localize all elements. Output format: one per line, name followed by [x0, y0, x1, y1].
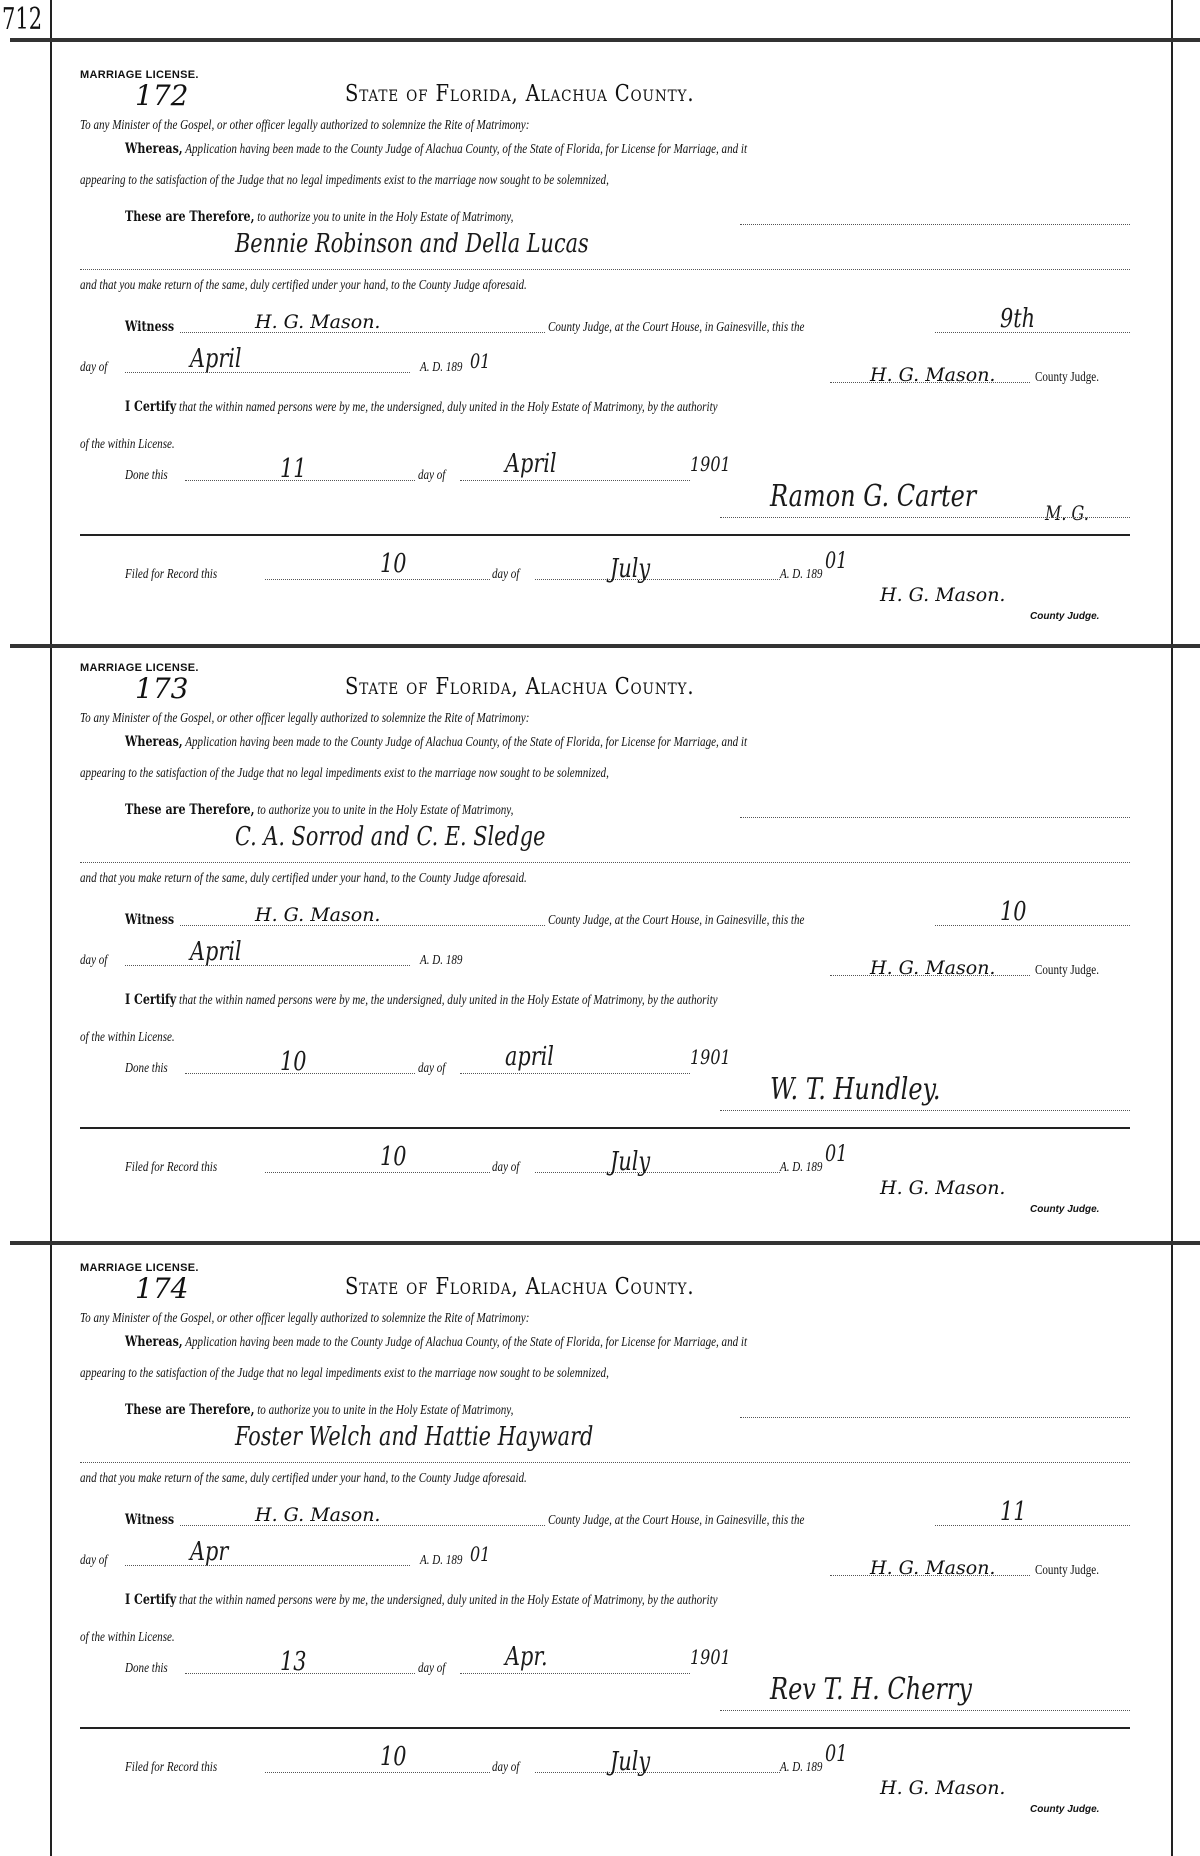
judge-signature: H. G. Mason. [870, 957, 996, 979]
witness-judge-name: H. G. Mason. [255, 904, 381, 926]
filed-day: 10 [380, 1742, 407, 1772]
dotted-fill-line [535, 1172, 780, 1173]
license-title: State of Florida, Alachua County. [345, 674, 695, 700]
done-month: Apr. [505, 1642, 548, 1672]
issue-month: Apr [190, 1537, 229, 1567]
issue-year: 01 [470, 1542, 491, 1566]
certify-heading: I Certify [125, 992, 177, 1008]
dotted-fill-line [535, 1772, 780, 1773]
certify-paragraph [125, 1592, 718, 1608]
done-day-of-label: day of [418, 1060, 446, 1075]
appearing-text: appearing to the satisfaction of the Judge that no legal impediments exist to the marriage now sought to be solemnized, [80, 172, 609, 187]
license-number: 174 [135, 1272, 189, 1305]
filed-judge-signature: H. G. Mason. [880, 1177, 1006, 1199]
whereas-heading: Whereas, [125, 734, 183, 750]
day-of-label: day of [80, 1552, 108, 1567]
filed-month: July [610, 1747, 651, 1777]
therefore-paragraph [125, 209, 513, 225]
dotted-fill-line [740, 1417, 1130, 1418]
return-text: and that you make return of the same, duly certified under your hand, to the County Judge aforesaid. [80, 277, 527, 292]
done-month: April [505, 449, 557, 479]
done-day-of-label: day of [418, 1660, 446, 1675]
couple-names: Bennie Robinson and Della Lucas [235, 229, 589, 259]
certify-paragraph [125, 399, 718, 415]
ad-year-label: A. D. 189 [420, 359, 463, 374]
dotted-fill-line [80, 862, 1130, 863]
filed-label: Filed for Record this [125, 566, 218, 581]
therefore-text: to authorize you to unite in the Holy Estate of Matrimony, [254, 1402, 514, 1417]
page-number: 712 [2, 2, 43, 37]
certify-text: that the within named persons were by me, the undersigned, duly united in the Holy Estate of Matrimony, by the authority [176, 399, 718, 414]
witness-label: Witness [125, 319, 175, 335]
dotted-fill-line [125, 1565, 410, 1566]
filed-label: Filed for Record this [125, 1159, 218, 1174]
issue-day: 10 [1000, 897, 1027, 927]
county-judge-label: County Judge. [1035, 369, 1099, 384]
officiant-title: M. G. [1045, 501, 1089, 525]
dotted-fill-line [740, 224, 1130, 225]
certify-text: that the within named persons were by me, the undersigned, duly united in the Holy Estate of Matrimony, by the authority [176, 992, 718, 1007]
issue-year: 01 [470, 349, 491, 373]
filed-label: Filed for Record this [125, 1759, 218, 1774]
couple-names: Foster Welch and Hattie Hayward [235, 1422, 594, 1452]
to-any-minister-text: To any Minister of the Gospel, or other officer legally authorized to solemnize the Rite of Matrimony: [80, 117, 530, 132]
therefore-paragraph [125, 802, 513, 818]
dotted-fill-line [265, 579, 490, 580]
return-text: and that you make return of the same, duly certified under your hand, to the County Judge aforesaid. [80, 1470, 527, 1485]
court-house-text: County Judge, at the Court House, in Gainesville, this the [548, 912, 805, 927]
license-label: MARRIAGE LICENSE. [80, 662, 199, 674]
dotted-fill-line [935, 1525, 1130, 1526]
whereas-text: Application having been made to the County Judge of Alachua County, of the State of Florida, for License for Marriage, and it [182, 141, 748, 156]
dotted-fill-line [740, 817, 1130, 818]
done-month: april [505, 1042, 554, 1072]
to-any-minister-text: To any Minister of the Gospel, or other officer legally authorized to solemnize the Rite of Matrimony: [80, 710, 530, 725]
therefore-heading: These are Therefore, [125, 209, 255, 225]
issue-day: 9th [1000, 304, 1035, 334]
county-judge-label: County Judge. [1035, 962, 1099, 977]
court-house-text: County Judge, at the Court House, in Gainesville, this the [548, 319, 805, 334]
done-year: 1901 [690, 1045, 731, 1069]
filed-rule [80, 1127, 1130, 1129]
issue-month: April [190, 344, 242, 374]
whereas-heading: Whereas, [125, 141, 183, 157]
dotted-fill-line [720, 517, 1130, 518]
marriage-license [0, 1262, 1200, 1852]
done-this-label: Done this [125, 1060, 168, 1075]
top-rule [10, 38, 1200, 42]
dotted-fill-line [265, 1772, 490, 1773]
license-title: State of Florida, Alachua County. [345, 1274, 695, 1300]
dotted-fill-line [720, 1110, 1130, 1111]
license-number: 173 [135, 672, 189, 705]
witness-judge-name: H. G. Mason. [255, 1504, 381, 1526]
dotted-fill-line [720, 1710, 1130, 1711]
therefore-heading: These are Therefore, [125, 802, 255, 818]
dotted-fill-line [265, 1172, 490, 1173]
within-license-text: of the within License. [80, 1629, 175, 1644]
done-year: 1901 [690, 452, 731, 476]
filed-judge-signature: H. G. Mason. [880, 1777, 1006, 1799]
therefore-heading: These are Therefore, [125, 1402, 255, 1418]
filed-ad-label: A. D. 189 [780, 1759, 823, 1774]
filed-ad-label: A. D. 189 [780, 566, 823, 581]
certify-heading: I Certify [125, 399, 177, 415]
within-license-text: of the within License. [80, 436, 175, 451]
whereas-paragraph [125, 1334, 747, 1350]
day-of-label: day of [80, 359, 108, 374]
marriage-license [0, 69, 1200, 659]
witness-label: Witness [125, 912, 175, 928]
filed-day: 10 [380, 549, 407, 579]
filed-month: July [610, 554, 651, 584]
whereas-paragraph [125, 141, 747, 157]
done-this-label: Done this [125, 1660, 168, 1675]
to-any-minister-text: To any Minister of the Gospel, or other officer legally authorized to solemnize the Rite of Matrimony: [80, 1310, 530, 1325]
done-this-label: Done this [125, 467, 168, 482]
judge-signature: H. G. Mason. [870, 364, 996, 386]
couple-names: C. A. Sorrod and C. E. Sledge [235, 822, 546, 852]
filed-year: 01 [825, 1142, 848, 1167]
dotted-fill-line [125, 372, 410, 373]
therefore-text: to authorize you to unite in the Holy Estate of Matrimony, [254, 209, 514, 224]
dotted-fill-line [460, 480, 690, 481]
dotted-fill-line [935, 925, 1130, 926]
appearing-text: appearing to the satisfaction of the Judge that no legal impediments exist to the marriage now sought to be solemnized, [80, 765, 609, 780]
issue-day: 11 [1000, 1497, 1027, 1527]
dotted-fill-line [460, 1673, 690, 1674]
filed-county-judge-label: County Judge. [1030, 611, 1100, 622]
officiant-signature: Rev T. H. Cherry [770, 1672, 972, 1707]
return-text: and that you make return of the same, duly certified under your hand, to the County Judge aforesaid. [80, 870, 527, 885]
done-day-of-label: day of [418, 467, 446, 482]
dotted-fill-line [125, 965, 410, 966]
filed-day-of-label: day of [492, 566, 520, 581]
therefore-text: to authorize you to unite in the Holy Estate of Matrimony, [254, 802, 514, 817]
filed-judge-signature: H. G. Mason. [880, 584, 1006, 606]
certify-text: that the within named persons were by me, the undersigned, duly united in the Holy Estate of Matrimony, by the authority [176, 1592, 718, 1607]
whereas-paragraph [125, 734, 747, 750]
filed-month: July [610, 1147, 651, 1177]
ad-year-label: A. D. 189 [420, 1552, 463, 1567]
filed-year: 01 [825, 1742, 848, 1767]
witness-label: Witness [125, 1512, 175, 1528]
judge-signature: H. G. Mason. [870, 1557, 996, 1579]
filed-rule [80, 534, 1130, 536]
done-day: 10 [280, 1047, 307, 1077]
dotted-fill-line [460, 1073, 690, 1074]
done-day: 13 [280, 1647, 307, 1677]
whereas-text: Application having been made to the County Judge of Alachua County, of the State of Florida, for License for Marriage, and it [182, 734, 748, 749]
within-license-text: of the within License. [80, 1029, 175, 1044]
dotted-fill-line [80, 269, 1130, 270]
filed-day: 10 [380, 1142, 407, 1172]
dotted-fill-line [80, 1462, 1130, 1463]
license-label: MARRIAGE LICENSE. [80, 1262, 199, 1274]
certify-heading: I Certify [125, 1592, 177, 1608]
certify-paragraph [125, 992, 718, 1008]
license-number: 172 [135, 79, 189, 112]
filed-year: 01 [825, 549, 848, 574]
filed-day-of-label: day of [492, 1759, 520, 1774]
issue-month: April [190, 937, 242, 967]
appearing-text: appearing to the satisfaction of the Judge that no legal impediments exist to the marriage now sought to be solemnized, [80, 1365, 609, 1380]
whereas-heading: Whereas, [125, 1334, 183, 1350]
filed-rule [80, 1727, 1130, 1729]
filed-day-of-label: day of [492, 1159, 520, 1174]
done-day: 11 [280, 454, 307, 484]
dotted-fill-line [535, 579, 780, 580]
done-year: 1901 [690, 1645, 731, 1669]
therefore-paragraph [125, 1402, 513, 1418]
officiant-signature: Ramon G. Carter [770, 479, 977, 514]
witness-judge-name: H. G. Mason. [255, 311, 381, 333]
filed-county-judge-label: County Judge. [1030, 1204, 1100, 1215]
ad-year-label: A. D. 189 [420, 952, 463, 967]
license-title: State of Florida, Alachua County. [345, 81, 695, 107]
license-label: MARRIAGE LICENSE. [80, 69, 199, 81]
court-house-text: County Judge, at the Court House, in Gainesville, this the [548, 1512, 805, 1527]
day-of-label: day of [80, 952, 108, 967]
filed-county-judge-label: County Judge. [1030, 1804, 1100, 1815]
marriage-license [0, 662, 1200, 1252]
filed-ad-label: A. D. 189 [780, 1159, 823, 1174]
county-judge-label: County Judge. [1035, 1562, 1099, 1577]
whereas-text: Application having been made to the County Judge of Alachua County, of the State of Florida, for License for Marriage, and it [182, 1334, 748, 1349]
officiant-signature: W. T. Hundley. [770, 1072, 941, 1107]
